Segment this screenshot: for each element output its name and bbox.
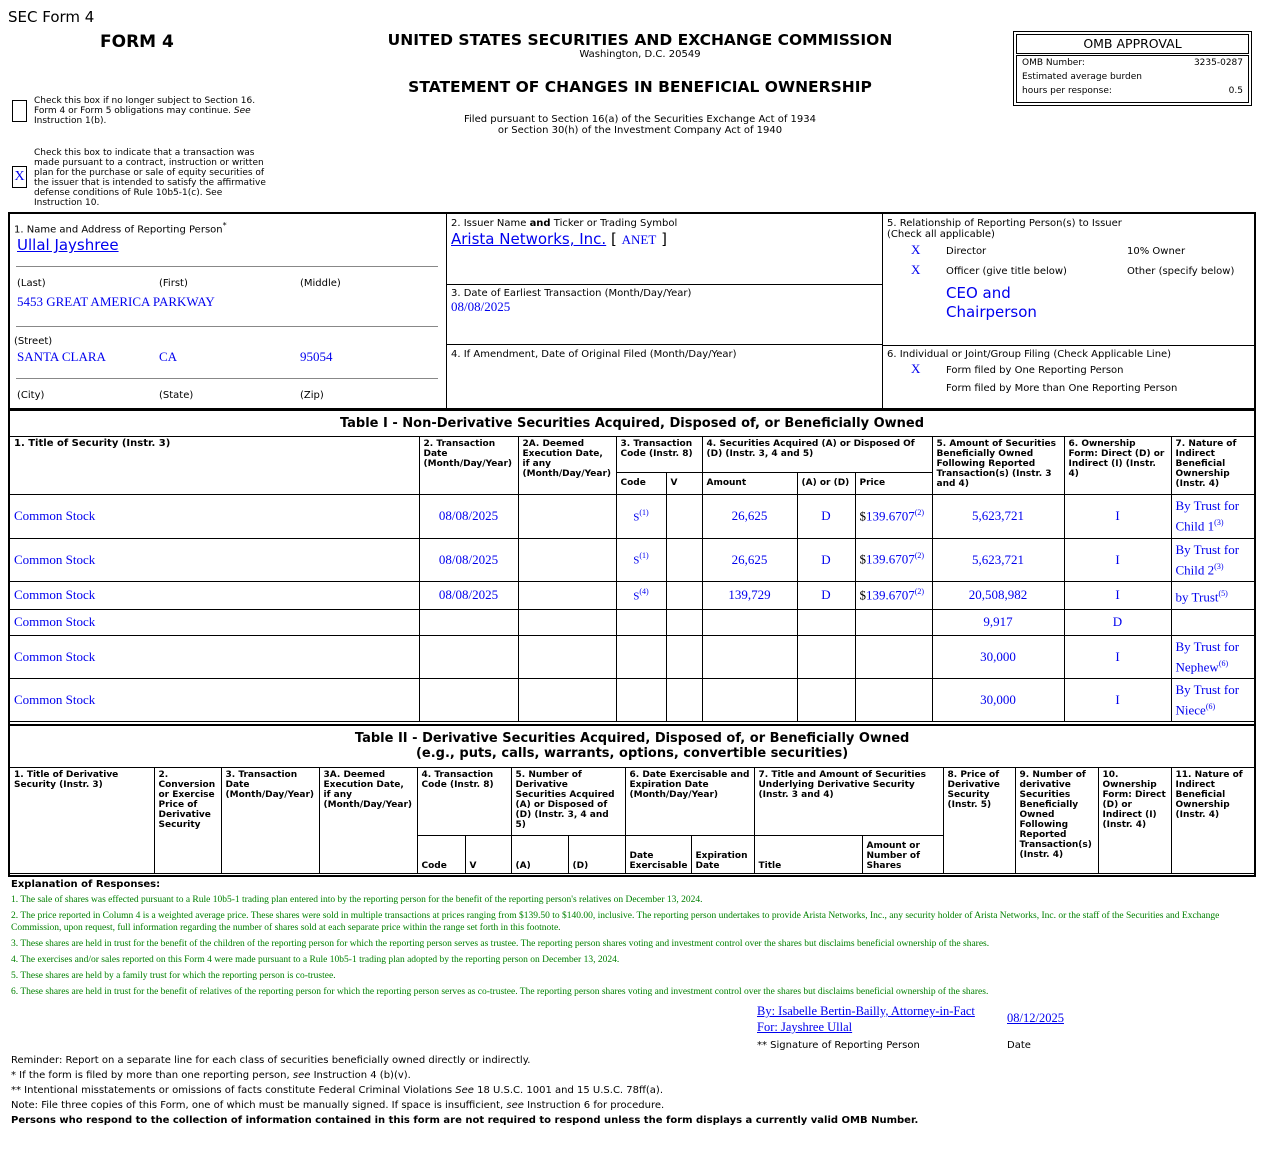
t2-h-conversion: 2. Conversion or Exercise Price of Derivative Security	[154, 767, 221, 873]
v-column	[666, 538, 702, 581]
street-label: (Street)	[14, 336, 53, 347]
transaction-date: 08/08/2025	[419, 494, 518, 538]
nature-of-ownership: By Trust for Child 2$^{(3)}$	[1171, 538, 1254, 581]
deemed-date	[518, 678, 616, 721]
v-column	[666, 635, 702, 678]
reminder-text: Reminder: Report on a separate line for each class of securities beneficially owned directly or indirectly.	[11, 1055, 531, 1066]
nature-of-ownership: By Trust for Nephew$^{(6)}$	[1171, 635, 1254, 678]
one-person-label: Form filed by One Reporting Person	[946, 365, 1124, 376]
transaction-code	[616, 609, 666, 635]
ownership-form: I	[1064, 538, 1171, 581]
city-label: (City)	[17, 390, 45, 401]
transaction-code	[616, 635, 666, 678]
amount-owned: 20,508,982	[932, 581, 1064, 609]
ownership-form: D	[1064, 609, 1171, 635]
ownership-form: I	[1064, 494, 1171, 538]
box4-label: 4. If Amendment, Date of Original Filed (Month/Day/Year)	[451, 349, 737, 360]
t1-sub-v: V	[666, 472, 702, 494]
footnote-4: 4. The exercises and/or sales reported on this Form 4 were made pursuant to a Rule 10b5-1 trading plan adopted by the reporting person on December 13, 2024.	[11, 955, 620, 965]
other-label: Other (specify below)	[1127, 266, 1235, 277]
ownership-form: I	[1064, 678, 1171, 721]
transaction-date: 08/08/2025	[419, 581, 518, 609]
rule-10b5-1-text: Check this box to indicate that a transaction was made pursuant to a contract, instruction or written plan for the purchase or sale of equity securities of the issuer that is intended to satisfy the affirmative defense conditions of Rule 10b5-1(c). See Instruction 10.	[34, 148, 266, 208]
acquired-disposed	[797, 609, 855, 635]
t2-sub-title: Title	[754, 835, 862, 873]
transaction-code	[616, 678, 666, 721]
agency-name: UNITED STATES SECURITIES AND EXCHANGE COMMISSION	[387, 31, 893, 49]
deemed-date	[518, 538, 616, 581]
t1-h-title: 1. Title of Security (Instr. 3)	[10, 436, 419, 494]
t1-h-form: 6. Ownership Form: Direct (D) or Indirect (I) (Instr. 4)	[1064, 436, 1171, 494]
box5-sublabel: (Check all applicable)	[887, 229, 995, 240]
double-star-note: ** Intentional misstatements or omissions of facts constitute Federal Criminal Violations See 18 U.S.C. 1001 and 15 U.S.C. 78ff(a).	[11, 1085, 664, 1096]
acquired-disposed: D	[797, 581, 855, 609]
t2-h-deemed: 3A. Deemed Execution Date, if any (Month/Day/Year)	[319, 767, 417, 873]
officer-title: CEO and Chairperson	[946, 284, 1037, 321]
t1-h-deemed: 2A. Deemed Execution Date, if any (Month/Day/Year)	[518, 436, 616, 494]
box6-label: 6. Individual or Joint/Group Filing (Check Applicable Line)	[887, 349, 1172, 360]
box2-label: 2. Issuer Name and Ticker or Trading Symbol	[451, 218, 678, 229]
footnote-1: 1. The sale of shares was effected pursuant to a Rule 10b5-1 trading plan entered into by the reporting person for the benefit of the reporting person's relatives on December 13, 2024.	[11, 895, 703, 905]
star-note: * If the form is filed by more than one reporting person, see Instruction 4 (b)(v).	[11, 1070, 411, 1081]
t2-h-code: 4. Transaction Code (Instr. 8)	[417, 767, 511, 835]
box4-amendment	[446, 345, 883, 408]
reporting-info-section	[8, 212, 1256, 410]
security-title: Common Stock	[10, 494, 419, 538]
t1-h-nature: 7. Nature of Indirect Beneficial Ownership (Instr. 4)	[1171, 436, 1254, 494]
omb-hours-label: hours per response:	[1022, 86, 1112, 96]
amount	[702, 609, 797, 635]
box5-label: 5. Relationship of Reporting Person(s) to Issuer	[887, 218, 1122, 229]
filed-pursuant-line2: or Section 30(h) of the Investment Company Act of 1940	[497, 125, 783, 136]
earliest-transaction-date: 08/08/2025	[451, 299, 511, 314]
one-person-check[interactable]: X	[911, 361, 921, 376]
rule-10b5-1-checkbox[interactable]: X	[12, 166, 27, 188]
transaction-date	[419, 609, 518, 635]
v-column	[666, 678, 702, 721]
t2-sub-a: (A)	[511, 835, 568, 873]
table-row	[10, 494, 1254, 538]
nature-of-ownership	[1171, 609, 1254, 635]
box5-relationship	[882, 214, 1255, 346]
table2-title: Table II - Derivative Securities Acquired, Disposed of, or Beneficially Owned (e.g., puts, calls, warrants, options, convertible securities)	[10, 726, 1254, 767]
acquired-disposed: D	[797, 494, 855, 538]
box1-label: 1. Name and Address of Reporting Person	[14, 224, 223, 236]
omb-number: 3235-0287	[1193, 58, 1243, 68]
t2-sub-v: V	[465, 835, 511, 873]
box6-filing-type	[882, 345, 1255, 408]
city: SANTA CLARA	[17, 349, 106, 364]
director-check[interactable]: X	[911, 242, 921, 257]
transaction-code: $S^{(1)}$	[616, 538, 666, 581]
t2-h-title: 1. Title of Derivative Security (Instr. 3)	[10, 767, 154, 873]
director-label: Director	[946, 246, 987, 257]
signature-line2[interactable]: For: Jayshree Ullal	[757, 1020, 853, 1034]
nature-of-ownership: by Trust$^{(5)}$	[1171, 581, 1254, 609]
t2-h-form: 10. Ownership Form: Direct (D) or Indirect (I) (Instr. 4)	[1098, 767, 1171, 873]
table-row	[10, 609, 1254, 635]
table-row	[10, 678, 1254, 721]
t1-sub-ad: (A) or (D)	[797, 472, 855, 494]
security-title: Common Stock	[10, 538, 419, 581]
filed-pursuant-line1: Filed pursuant to Section 16(a) of the Securities Exchange Act of 1934	[464, 114, 816, 125]
signature-date[interactable]: 08/12/2025	[1007, 1011, 1064, 1025]
t2-sub-expiration: Expiration Date	[691, 835, 754, 873]
transaction-code: $S^{(4)}$	[616, 581, 666, 609]
t1-h-acquired: 4. Securities Acquired (A) or Disposed Of (D) (Instr. 3, 4 and 5)	[702, 436, 932, 472]
signature	[757, 1003, 975, 1035]
price	[855, 609, 932, 635]
signature-line1[interactable]: By: Isabelle Bertin-Bailly, Attorney-in-Fact	[757, 1004, 975, 1018]
amount-owned: 9,917	[932, 609, 1064, 635]
price: $139.6707$^{(2)}$	[855, 538, 932, 581]
t2-h-nature: 11. Nature of Indirect Beneficial Ownership (Instr. 4)	[1171, 767, 1254, 873]
footnote-2: 2. The price reported in Column 4 is a weighted average price. These shares were sold in multiple transactions at prices ranging from $139.50 to $140.00, inclusive. The reporting person undertakes to provide Arista Networks, Inc., any security holder of Arista Networks, Inc. or the staff of the Securities and Exchange Commission, upon request, full information regarding the number of shares sold at each separate price within the range set forth in this footnote.	[11, 911, 1220, 933]
document-title: SEC Form 4	[8, 8, 95, 26]
v-column	[666, 581, 702, 609]
t2-h-exercisable: 6. Date Exercisable and Expiration Date (Month/Day/Year)	[625, 767, 754, 835]
v-column	[666, 494, 702, 538]
price: $139.6707$^{(2)}$	[855, 581, 932, 609]
amount: 26,625	[702, 494, 797, 538]
ticker-symbol: ANET	[621, 232, 657, 247]
price	[855, 678, 932, 721]
t1-h-owned: 5. Amount of Securities Beneficially Owned Following Reported Transaction(s) (Instr. 3 and 4)	[932, 436, 1064, 494]
no-longer-subject-text: Check this box if no longer subject to Section 16. Form 4 or Form 5 obligations may continue. See Instruction 1(b).	[34, 96, 256, 126]
nature-of-ownership: By Trust for Child 1$^{(3)}$	[1171, 494, 1254, 538]
signature-label: ** Signature of Reporting Person	[757, 1040, 920, 1051]
footnotes	[11, 894, 1251, 998]
agency-city: Washington, D.C. 20549	[579, 49, 701, 60]
issuer-line: Arista Networks, Inc. [ ANET ]	[451, 230, 667, 248]
amount-owned: 5,623,721	[932, 538, 1064, 581]
amount: 26,625	[702, 538, 797, 581]
transaction-date	[419, 678, 518, 721]
agency-header	[330, 31, 950, 136]
t2-h-owned: 9. Number of derivative Securities Beneficially Owned Following Reported Transaction(s) (Instr. 4)	[1015, 767, 1098, 873]
omb-approval-box	[1013, 31, 1252, 106]
table-row	[10, 581, 1254, 609]
t1-sub-code: Code	[616, 472, 666, 494]
more-persons-label: Form filed by More than One Reporting Person	[946, 383, 1178, 394]
price	[855, 635, 932, 678]
table-row	[10, 538, 1254, 581]
omb-title: OMB APPROVAL	[1016, 34, 1249, 54]
reporting-person-link[interactable]: Ullal Jayshree	[17, 236, 119, 254]
footer-notes	[11, 1053, 1251, 1128]
footnote-5: 5. These shares are held by a family trust for which the reporting person is co-trustee.	[11, 971, 336, 981]
amount	[702, 678, 797, 721]
form-name: FORM 4	[100, 32, 174, 52]
transaction-date	[419, 635, 518, 678]
acquired-disposed: D	[797, 538, 855, 581]
amount-owned: 30,000	[932, 635, 1064, 678]
omb-number-label: OMB Number:	[1022, 58, 1085, 68]
t2-sub-amount: Amount or Number of Shares	[862, 835, 943, 873]
amount: 139,729	[702, 581, 797, 609]
security-title: Common Stock	[10, 581, 419, 609]
deemed-date	[518, 635, 616, 678]
first-label: (First)	[159, 278, 188, 289]
zip: 95054	[300, 349, 333, 364]
officer-label: Officer (give title below)	[946, 266, 1067, 277]
middle-label: (Middle)	[300, 278, 341, 289]
table-row	[10, 635, 1254, 678]
footnote-3: 3. These shares are held in trust for the benefit of the children of the reporting person for which the reporting person serves as trustee. The reporting person shares voting and investment control over the shares but disclaims beneficial ownership of the shares.	[11, 939, 990, 949]
statement-title: STATEMENT OF CHANGES IN BENEFICIAL OWNERSHIP	[408, 78, 872, 96]
transaction-code: $S^{(1)}$	[616, 494, 666, 538]
security-title: Common Stock	[10, 609, 419, 635]
box3-label: 3. Date of Earliest Transaction (Month/Day/Year)	[451, 288, 692, 299]
state: CA	[159, 349, 178, 364]
acquired-disposed	[797, 635, 855, 678]
table2	[10, 726, 1254, 874]
table1-title: Table I - Non-Derivative Securities Acquired, Disposed of, or Beneficially Owned	[10, 411, 1254, 436]
amount-owned: 30,000	[932, 678, 1064, 721]
amount-owned: 5,623,721	[932, 494, 1064, 538]
t1-h-code: 3. Transaction Code (Instr. 8)	[616, 436, 702, 472]
ownership-form: I	[1064, 581, 1171, 609]
explanation-title: Explanation of Responses:	[11, 879, 161, 890]
zip-label: (Zip)	[300, 390, 324, 401]
box1-reporting-person: 1. Name and Address of Reporting Person* Ullal Jayshree (Last) (First) (Middle) 5453 GREAT AMERICA PARKWAY (Street) SANTA CLARA CA 95054 (City) (State) (Zip)	[10, 214, 446, 408]
deemed-date	[518, 581, 616, 609]
t1-sub-price: Price	[855, 472, 932, 494]
t2-h-number: 5. Number of Derivative Securities Acquired (A) or Disposed of (D) (Instr. 3, 4 and 5)	[511, 767, 625, 835]
price: $139.6707$^{(2)}$	[855, 494, 932, 538]
t2-h-date: 3. Transaction Date (Month/Day/Year)	[221, 767, 319, 873]
table2-section	[8, 724, 1256, 877]
issuer-name-link[interactable]: Arista Networks, Inc.	[451, 230, 607, 248]
omb-disclaimer: Persons who respond to the collection of information contained in this form are not required to respond unless the form displays a currently valid OMB Number.	[11, 1115, 919, 1126]
omb-burden-value: 0.5	[1228, 86, 1243, 96]
transaction-date: 08/08/2025	[419, 538, 518, 581]
t2-h-underlying: 7. Title and Amount of Securities Underlying Derivative Security (Instr. 3 and 4)	[754, 767, 943, 835]
t1-sub-amount: Amount	[702, 472, 797, 494]
table1-section	[8, 409, 1256, 726]
street-address: 5453 GREAT AMERICA PARKWAY	[17, 294, 215, 309]
security-title: Common Stock	[10, 635, 419, 678]
t2-sub-exercisable: Date Exercisable	[625, 835, 691, 873]
amount	[702, 635, 797, 678]
last-label: (Last)	[17, 278, 46, 289]
date-label: Date	[1007, 1040, 1031, 1051]
t2-sub-d: (D)	[568, 835, 625, 873]
omb-burden-label: Estimated average burden	[1022, 72, 1142, 82]
ownership-form: I	[1064, 635, 1171, 678]
ten-pct-owner-label: 10% Owner	[1127, 246, 1186, 257]
deemed-date	[518, 609, 616, 635]
box2-issuer	[446, 214, 883, 285]
deemed-date	[518, 494, 616, 538]
v-column	[666, 609, 702, 635]
box3-earliest-transaction	[446, 284, 883, 345]
officer-check[interactable]: X	[911, 262, 921, 277]
t2-h-price: 8. Price of Derivative Security (Instr. 5)	[943, 767, 1015, 873]
table1	[10, 411, 1254, 722]
t1-h-date: 2. Transaction Date (Month/Day/Year)	[419, 436, 518, 494]
state-label: (State)	[159, 390, 194, 401]
nature-of-ownership: By Trust for Niece$^{(6)}$	[1171, 678, 1254, 721]
t2-sub-code: Code	[417, 835, 465, 873]
acquired-disposed	[797, 678, 855, 721]
no-longer-subject-checkbox[interactable]	[12, 100, 27, 122]
copies-note: Note: File three copies of this Form, one of which must be manually signed. If space is insufficient, see Instruction 6 for procedure.	[11, 1100, 665, 1111]
footnote-6: 6. These shares are held in trust for the benefit of relatives of the reporting person for which the reporting person serves as co-trustee. The reporting person shares voting and investment control over the shares but disclaims beneficial ownership of the shares.	[11, 987, 989, 997]
security-title: Common Stock	[10, 678, 419, 721]
